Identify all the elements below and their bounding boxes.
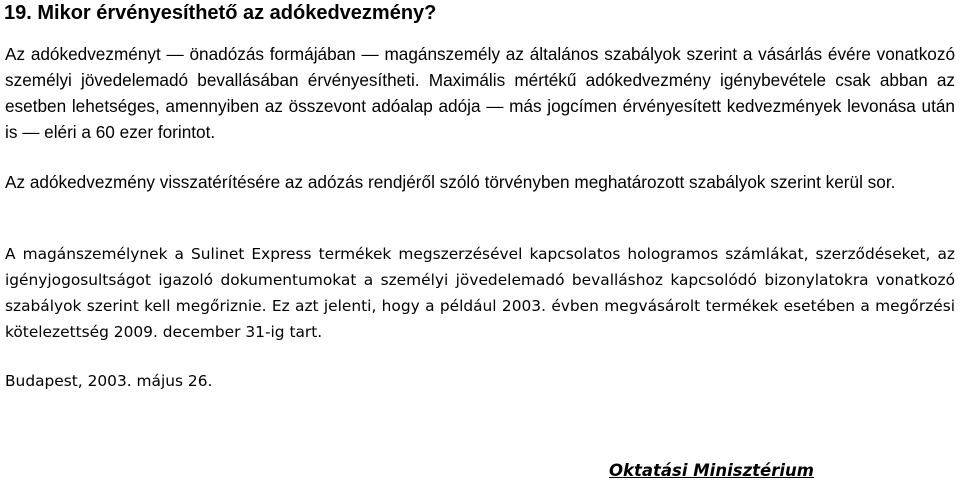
signature-ministry: Oktatási Minisztérium	[609, 461, 814, 480]
paragraph-refund-rules: Az adókedvezmény visszatérítésére az adózás rendjéről szóló törvényben meghatározott szabályok szerint kerül sor.	[5, 172, 896, 192]
paragraph-tax-allowance-timing: Az adókedvezményt — önadózás formájában — magánszemély az általános szabályok szerint a vásárlás évére vonatkozó személyi jövedelemadó bevallásában érvényesítheti. Maximális mértékű adókedvezmény igénybevétele csak abban az esetben lehetséges, amennyiben az összevont adóalap adója — más jogcímen érvényesített kedvezmények levonása után is — eléri a 60 ezer forintot.	[5, 44, 955, 142]
paragraph-document-retention: A magánszemélynek a Sulinet Express termékek megszerzésével kapcsolatos hologramos számlákat, szerződéseket, az igényjogosultságot igazoló dokumentumokat a személyi jövedelemadó bevalláshoz kapcsolódó bizonylatokra vonatkozó szabályok szerint kell megőriznie. Ez azt jelenti, hogy a például 2003. évben megvásárolt termékek esetében a megőrzési kötelezettség 2009. december 31-ig tart.	[5, 245, 955, 341]
section-heading: 19. Mikor érvényesíthető az adókedvezmény?	[4, 2, 437, 24]
date-line: Budapest, 2003. május 26.	[5, 372, 213, 390]
